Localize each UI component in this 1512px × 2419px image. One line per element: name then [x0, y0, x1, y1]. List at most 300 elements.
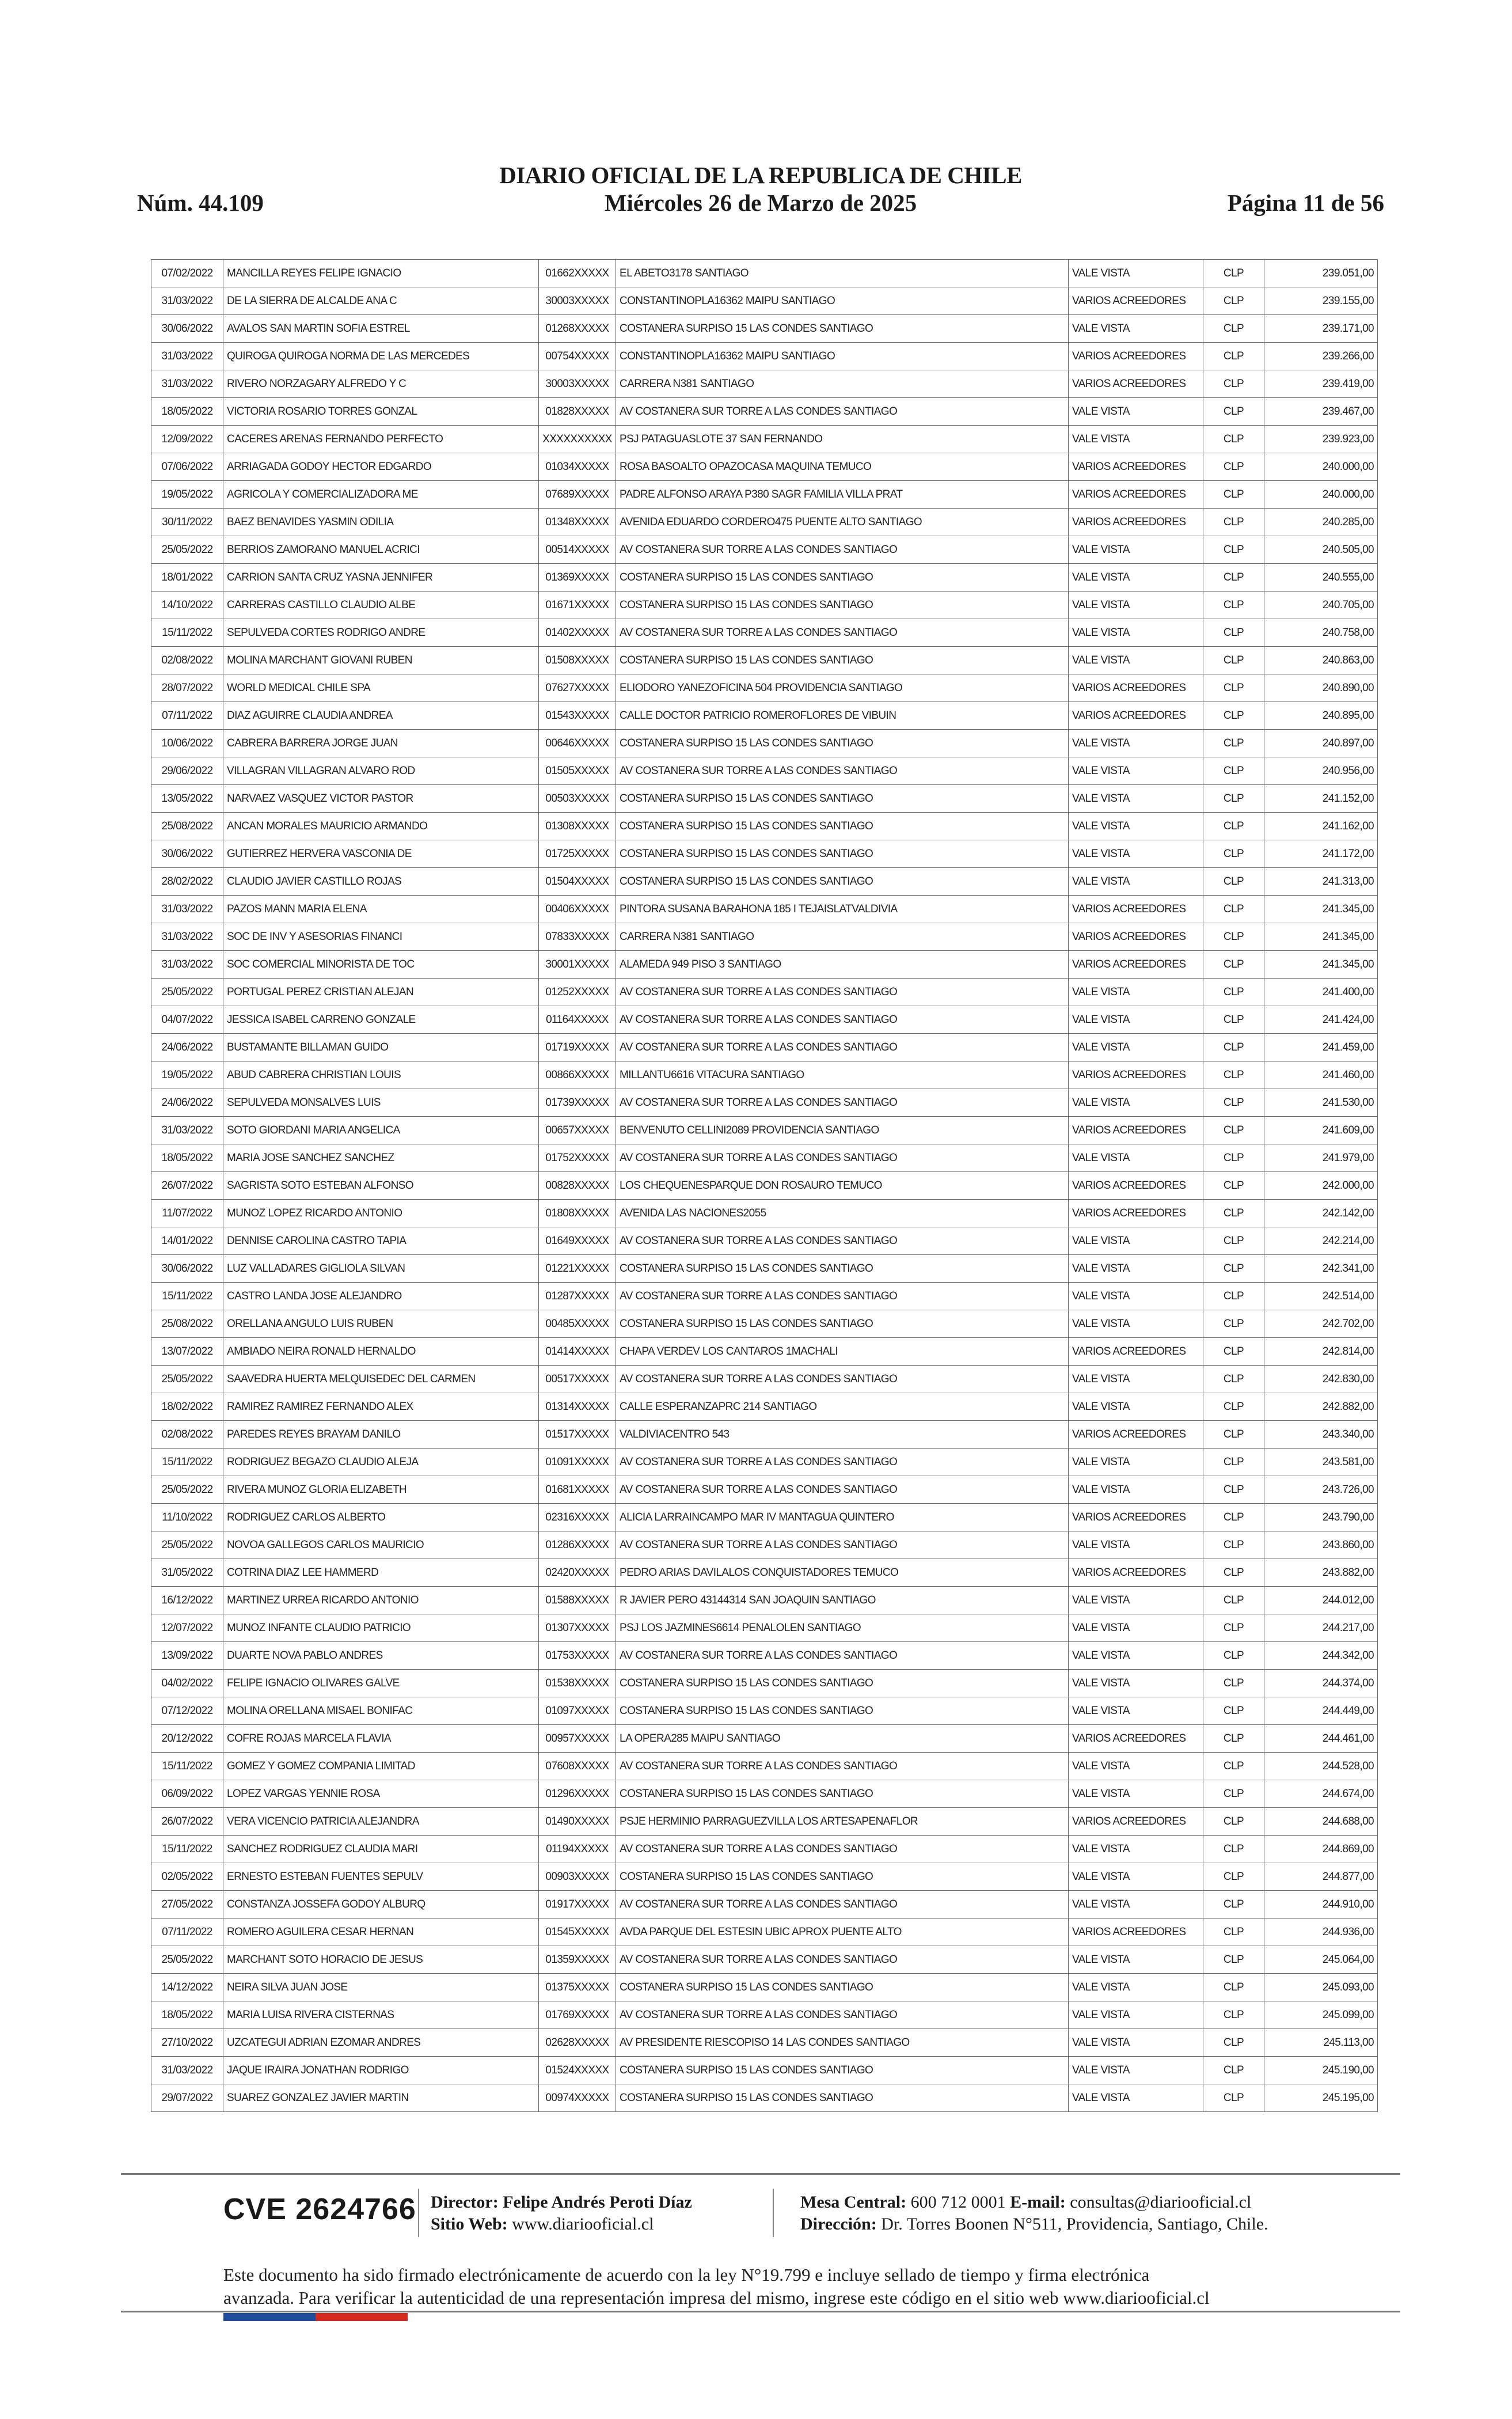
cell-amount: 240.890,00 [1264, 674, 1378, 702]
cell-rut: 00754XXXXX [539, 343, 616, 370]
cell-currency: CLP [1203, 315, 1264, 343]
cell-rut: 01649XXXXX [539, 1227, 616, 1255]
cell-address: ROSA BASOALTO OPAZOCASA MAQUINA TEMUCO [616, 453, 1069, 481]
cell-rut: 01681XXXXX [539, 1476, 616, 1504]
cell-rut: 00828XXXXX [539, 1172, 616, 1200]
cell-rut: 01517XXXXX [539, 1421, 616, 1449]
cell-payment-type: VARIOS ACREEDORES [1069, 509, 1203, 536]
cell-currency: CLP [1203, 343, 1264, 370]
cell-name: MANCILLA REYES FELIPE IGNACIO [223, 260, 539, 287]
cell-currency: CLP [1203, 1531, 1264, 1559]
cell-currency: CLP [1203, 1200, 1264, 1227]
cell-payment-type: VALE VISTA [1069, 1780, 1203, 1808]
cell-amount: 242.514,00 [1264, 1283, 1378, 1310]
cell-address: MILLANTU6616 VITACURA SANTIAGO [616, 1061, 1069, 1089]
cell-date: 15/11/2022 [151, 1449, 223, 1476]
table-row [151, 979, 1378, 1006]
cell-amount: 244.217,00 [1264, 1614, 1378, 1642]
table-row [151, 757, 1378, 785]
table-row [151, 1587, 1378, 1614]
cell-address: CONSTANTINOPLA16362 MAIPU SANTIAGO [616, 343, 1069, 370]
cell-name: COFRE ROJAS MARCELA FLAVIA [223, 1725, 539, 1753]
cell-date: 18/05/2022 [151, 1144, 223, 1172]
cell-date: 07/06/2022 [151, 453, 223, 481]
cell-name: SAGRISTA SOTO ESTEBAN ALFONSO [223, 1172, 539, 1200]
cell-amount: 245.190,00 [1264, 2057, 1378, 2084]
website-link[interactable]: www.diariooficial.cl [512, 2215, 654, 2234]
cell-payment-type: VALE VISTA [1069, 1587, 1203, 1614]
legal-notice [223, 2263, 1294, 2310]
cell-payment-type: VALE VISTA [1069, 1283, 1203, 1310]
cell-address: COSTANERA SURPISO 15 LAS CONDES SANTIAGO [616, 785, 1069, 813]
cell-rut: 01719XXXXX [539, 1034, 616, 1061]
table-row [151, 1310, 1378, 1338]
cell-amount: 244.528,00 [1264, 1753, 1378, 1780]
cell-currency: CLP [1203, 1476, 1264, 1504]
cell-payment-type: VALE VISTA [1069, 260, 1203, 287]
cell-name: SANCHEZ RODRIGUEZ CLAUDIA MARI [223, 1836, 539, 1863]
cell-name: MUNOZ INFANTE CLAUDIO PATRICIO [223, 1614, 539, 1642]
table-row [151, 260, 1378, 287]
cell-rut: 01268XXXXX [539, 315, 616, 343]
cell-address: COSTANERA SURPISO 15 LAS CONDES SANTIAGO [616, 1974, 1069, 2001]
cell-address: COSTANERA SURPISO 15 LAS CONDES SANTIAGO [616, 1310, 1069, 1338]
cell-amount: 243.790,00 [1264, 1504, 1378, 1531]
cell-date: 25/08/2022 [151, 1310, 223, 1338]
cell-rut: 01286XXXXX [539, 1531, 616, 1559]
table-row [151, 536, 1378, 564]
cell-date: 07/02/2022 [151, 260, 223, 287]
cell-rut: 01524XXXXX [539, 2057, 616, 2084]
cell-amount: 241.530,00 [1264, 1089, 1378, 1117]
records-table-container [151, 259, 1377, 2112]
table-row [151, 2084, 1378, 2112]
cell-amount: 245.099,00 [1264, 2001, 1378, 2029]
cell-name: SAAVEDRA HUERTA MELQUISEDEC DEL CARMEN [223, 1366, 539, 1393]
newspaper-title: DIARIO OFICIAL DE LA REPUBLICA DE CHILE [499, 162, 1022, 188]
cell-rut: 00514XXXXX [539, 536, 616, 564]
cell-name: CASTRO LANDA JOSE ALEJANDRO [223, 1283, 539, 1310]
table-row [151, 1227, 1378, 1255]
cell-currency: CLP [1203, 398, 1264, 426]
cell-currency: CLP [1203, 1283, 1264, 1310]
table-row [151, 1393, 1378, 1421]
cell-date: 18/02/2022 [151, 1393, 223, 1421]
cell-address: AVDA PARQUE DEL ESTESIN UBIC APROX PUENTE ALTO [616, 1918, 1069, 1946]
cell-address: CONSTANTINOPLA16362 MAIPU SANTIAGO [616, 287, 1069, 315]
table-row [151, 2029, 1378, 2057]
cell-payment-type: VALE VISTA [1069, 1449, 1203, 1476]
cell-name: COTRINA DIAZ LEE HAMMERD [223, 1559, 539, 1587]
cell-payment-type: VALE VISTA [1069, 1531, 1203, 1559]
cell-currency: CLP [1203, 536, 1264, 564]
cell-amount: 239.266,00 [1264, 343, 1378, 370]
table-row [151, 509, 1378, 536]
cell-address: R JAVIER PERO 43144314 SAN JOAQUIN SANTIAGO [616, 1587, 1069, 1614]
table-row [151, 647, 1378, 674]
table-row [151, 619, 1378, 647]
cell-name: ANCAN MORALES MAURICIO ARMANDO [223, 813, 539, 840]
cell-currency: CLP [1203, 1559, 1264, 1587]
cell-rut: 01752XXXXX [539, 1144, 616, 1172]
table-row [151, 1974, 1378, 2001]
cell-rut: 01221XXXXX [539, 1255, 616, 1283]
cell-date: 02/08/2022 [151, 1421, 223, 1449]
cell-payment-type: VALE VISTA [1069, 1946, 1203, 1974]
cell-date: 31/03/2022 [151, 343, 223, 370]
cell-name: ABUD CABRERA CHRISTIAN LOUIS [223, 1061, 539, 1089]
table-row [151, 343, 1378, 370]
cell-name: DE LA SIERRA DE ALCALDE ANA C [223, 287, 539, 315]
cell-currency: CLP [1203, 1725, 1264, 1753]
cell-rut: 01739XXXXX [539, 1089, 616, 1117]
cell-rut: XXXXXXXXXX [539, 426, 616, 453]
cell-rut: 30003XXXXX [539, 370, 616, 398]
cell-currency: CLP [1203, 592, 1264, 619]
table-row [151, 1946, 1378, 1974]
cell-name: BAEZ BENAVIDES YASMIN ODILIA [223, 509, 539, 536]
cell-date: 15/11/2022 [151, 619, 223, 647]
cell-rut: 01287XXXXX [539, 1283, 616, 1310]
table-row [151, 1725, 1378, 1753]
cell-address: AV PRESIDENTE RIESCOPISO 14 LAS CONDES SANTIAGO [616, 2029, 1069, 2057]
director-line [431, 2191, 692, 2213]
cell-payment-type: VALE VISTA [1069, 315, 1203, 343]
director-label: Director: [431, 2193, 499, 2212]
cell-name: JAQUE IRAIRA JONATHAN RODRIGO [223, 2057, 539, 2084]
cell-currency: CLP [1203, 1034, 1264, 1061]
cell-rut: 01505XXXXX [539, 757, 616, 785]
cell-payment-type: VARIOS ACREEDORES [1069, 1504, 1203, 1531]
director-name: Felipe Andrés Peroti Díaz [503, 2193, 692, 2212]
cell-address: AV COSTANERA SUR TORRE A LAS CONDES SANTIAGO [616, 1946, 1069, 1974]
cell-address: COSTANERA SURPISO 15 LAS CONDES SANTIAGO [616, 1697, 1069, 1725]
cell-name: MARIA JOSE SANCHEZ SANCHEZ [223, 1144, 539, 1172]
cell-amount: 241.609,00 [1264, 1117, 1378, 1144]
table-row [151, 1089, 1378, 1117]
cell-payment-type: VALE VISTA [1069, 647, 1203, 674]
table-row [151, 1753, 1378, 1780]
cell-payment-type: VARIOS ACREEDORES [1069, 702, 1203, 730]
cell-date: 30/11/2022 [151, 509, 223, 536]
cell-payment-type: VARIOS ACREEDORES [1069, 1808, 1203, 1836]
cell-address: AV COSTANERA SUR TORRE A LAS CONDES SANTIAGO [616, 1283, 1069, 1310]
cell-date: 13/05/2022 [151, 785, 223, 813]
cell-currency: CLP [1203, 702, 1264, 730]
cell-rut: 01307XXXXX [539, 1614, 616, 1642]
cell-date: 15/11/2022 [151, 1283, 223, 1310]
cell-address: PSJ LOS JAZMINES6614 PENALOLEN SANTIAGO [616, 1614, 1069, 1642]
cell-amount: 243.860,00 [1264, 1531, 1378, 1559]
table-row [151, 1559, 1378, 1587]
cell-payment-type: VALE VISTA [1069, 1366, 1203, 1393]
cell-date: 30/06/2022 [151, 315, 223, 343]
cell-rut: 01296XXXXX [539, 1780, 616, 1808]
cell-currency: CLP [1203, 1393, 1264, 1421]
table-row [151, 1697, 1378, 1725]
cell-date: 10/06/2022 [151, 730, 223, 757]
cell-amount: 239.051,00 [1264, 260, 1378, 287]
cell-amount: 242.702,00 [1264, 1310, 1378, 1338]
cell-address: ELIODORO YANEZOFICINA 504 PROVIDENCIA SANTIAGO [616, 674, 1069, 702]
cell-amount: 242.882,00 [1264, 1393, 1378, 1421]
cell-address: AV COSTANERA SUR TORRE A LAS CONDES SANTIAGO [616, 757, 1069, 785]
cell-amount: 240.000,00 [1264, 453, 1378, 481]
footer-divider-bottom [121, 2311, 1400, 2312]
cell-currency: CLP [1203, 426, 1264, 453]
cell-payment-type: VALE VISTA [1069, 2029, 1203, 2057]
cell-currency: CLP [1203, 370, 1264, 398]
cell-rut: 01545XXXXX [539, 1918, 616, 1946]
cell-amount: 245.113,00 [1264, 2029, 1378, 2057]
table-row [151, 1918, 1378, 1946]
cell-amount: 241.345,00 [1264, 951, 1378, 979]
cell-rut: 01034XXXXX [539, 453, 616, 481]
cell-address: AV COSTANERA SUR TORRE A LAS CONDES SANTIAGO [616, 1753, 1069, 1780]
website-line [431, 2213, 692, 2235]
cell-payment-type: VARIOS ACREEDORES [1069, 1918, 1203, 1946]
legal-notice-line: Este documento ha sido firmado electrónicamente de acuerdo con la ley N°19.799 e incluye sellado de tiempo y firma electrónica [223, 2265, 1150, 2285]
cell-payment-type: VALE VISTA [1069, 785, 1203, 813]
cell-address: ALAMEDA 949 PISO 3 SANTIAGO [616, 951, 1069, 979]
issue-number: Núm. 44.109 [137, 189, 264, 216]
cell-rut: 01508XXXXX [539, 647, 616, 674]
flag-blue-bar [223, 2313, 316, 2321]
cell-rut: 01538XXXXX [539, 1670, 616, 1697]
flag-red-bar [316, 2313, 408, 2321]
cell-payment-type: VALE VISTA [1069, 868, 1203, 896]
cell-date: 26/07/2022 [151, 1172, 223, 1200]
cell-payment-type: VALE VISTA [1069, 1310, 1203, 1338]
cell-currency: CLP [1203, 481, 1264, 509]
cell-currency: CLP [1203, 896, 1264, 923]
cell-rut: 01348XXXXX [539, 509, 616, 536]
cell-amount: 244.688,00 [1264, 1808, 1378, 1836]
cell-amount: 244.374,00 [1264, 1670, 1378, 1697]
table-row [151, 1144, 1378, 1172]
cell-rut: 30001XXXXX [539, 951, 616, 979]
cell-amount: 243.340,00 [1264, 1421, 1378, 1449]
cell-date: 28/07/2022 [151, 674, 223, 702]
cell-amount: 239.419,00 [1264, 370, 1378, 398]
cell-payment-type: VALE VISTA [1069, 1089, 1203, 1117]
table-row [151, 1338, 1378, 1366]
cell-address: AV COSTANERA SUR TORRE A LAS CONDES SANTIAGO [616, 1034, 1069, 1061]
cell-name: MARCHANT SOTO HORACIO DE JESUS [223, 1946, 539, 1974]
cell-address: AV COSTANERA SUR TORRE A LAS CONDES SANTIAGO [616, 619, 1069, 647]
cell-amount: 241.424,00 [1264, 1006, 1378, 1034]
cell-rut: 01769XXXXX [539, 2001, 616, 2029]
page-header [137, 161, 1384, 219]
cell-address: AV COSTANERA SUR TORRE A LAS CONDES SANTIAGO [616, 1144, 1069, 1172]
table-row [151, 287, 1378, 315]
cell-payment-type: VALE VISTA [1069, 1642, 1203, 1670]
table-row [151, 453, 1378, 481]
cell-address: BENVENUTO CELLINI2089 PROVIDENCIA SANTIAGO [616, 1117, 1069, 1144]
cell-rut: 01369XXXXX [539, 564, 616, 592]
cell-amount: 241.979,00 [1264, 1144, 1378, 1172]
cell-currency: CLP [1203, 647, 1264, 674]
cell-currency: CLP [1203, 453, 1264, 481]
cell-address: COSTANERA SURPISO 15 LAS CONDES SANTIAGO [616, 1255, 1069, 1283]
cell-address: VALDIVIACENTRO 543 [616, 1421, 1069, 1449]
cell-payment-type: VARIOS ACREEDORES [1069, 1421, 1203, 1449]
cell-payment-type: VALE VISTA [1069, 1006, 1203, 1034]
cell-payment-type: VALE VISTA [1069, 813, 1203, 840]
cell-rut: 00517XXXXX [539, 1366, 616, 1393]
cell-date: 07/12/2022 [151, 1697, 223, 1725]
cell-currency: CLP [1203, 2001, 1264, 2029]
cell-date: 30/06/2022 [151, 1255, 223, 1283]
cell-payment-type: VARIOS ACREEDORES [1069, 481, 1203, 509]
cell-address: AV COSTANERA SUR TORRE A LAS CONDES SANTIAGO [616, 2001, 1069, 2029]
cell-rut: 00646XXXXX [539, 730, 616, 757]
cell-rut: 07627XXXXX [539, 674, 616, 702]
cell-currency: CLP [1203, 674, 1264, 702]
cell-date: 24/06/2022 [151, 1034, 223, 1061]
cell-address: PINTORA SUSANA BARAHONA 185 I TEJAISLATVALDIVIA [616, 896, 1069, 923]
table-row [151, 1531, 1378, 1559]
cell-amount: 240.897,00 [1264, 730, 1378, 757]
cell-currency: CLP [1203, 1117, 1264, 1144]
table-row [151, 564, 1378, 592]
cell-address: LA OPERA285 MAIPU SANTIAGO [616, 1725, 1069, 1753]
cell-payment-type: VALE VISTA [1069, 1227, 1203, 1255]
cell-date: 04/07/2022 [151, 1006, 223, 1034]
cell-amount: 241.460,00 [1264, 1061, 1378, 1089]
cell-date: 13/09/2022 [151, 1642, 223, 1670]
cell-amount: 245.093,00 [1264, 1974, 1378, 2001]
cell-currency: CLP [1203, 260, 1264, 287]
cell-name: MARIA LUISA RIVERA CISTERNAS [223, 2001, 539, 2029]
table-row [151, 785, 1378, 813]
cell-currency: CLP [1203, 1891, 1264, 1918]
cell-rut: 01808XXXXX [539, 1200, 616, 1227]
phone-label: Mesa Central: [800, 2193, 907, 2212]
cell-name: JESSICA ISABEL CARRENO GONZALE [223, 1006, 539, 1034]
cell-amount: 239.923,00 [1264, 426, 1378, 453]
cell-rut: 01194XXXXX [539, 1836, 616, 1863]
footer-separator [773, 2189, 774, 2237]
cell-payment-type: VALE VISTA [1069, 757, 1203, 785]
cell-rut: 01164XXXXX [539, 1006, 616, 1034]
cell-name: GUTIERREZ HERVERA VASCONIA DE [223, 840, 539, 868]
cell-rut: 01097XXXXX [539, 1697, 616, 1725]
cell-date: 25/05/2022 [151, 1366, 223, 1393]
cell-name: NEIRA SILVA JUAN JOSE [223, 1974, 539, 2001]
cell-name: DIAZ AGUIRRE CLAUDIA ANDREA [223, 702, 539, 730]
cell-payment-type: VARIOS ACREEDORES [1069, 287, 1203, 315]
cell-address: COSTANERA SURPISO 15 LAS CONDES SANTIAGO [616, 647, 1069, 674]
cell-rut: 01402XXXXX [539, 619, 616, 647]
table-row [151, 1366, 1378, 1393]
cell-rut: 00406XXXXX [539, 896, 616, 923]
cell-date: 13/07/2022 [151, 1338, 223, 1366]
address-value: Dr. Torres Boonen N°511, Providencia, Santiago, Chile. [881, 2215, 1268, 2234]
cell-address: CARRERA N381 SANTIAGO [616, 370, 1069, 398]
cell-name: DENNISE CAROLINA CASTRO TAPIA [223, 1227, 539, 1255]
cell-name: RAMIREZ RAMIREZ FERNANDO ALEX [223, 1393, 539, 1421]
cell-payment-type: VALE VISTA [1069, 1753, 1203, 1780]
cell-address: COSTANERA SURPISO 15 LAS CONDES SANTIAGO [616, 315, 1069, 343]
cell-name: LUZ VALLADARES GIGLIOLA SILVAN [223, 1255, 539, 1283]
cell-currency: CLP [1203, 564, 1264, 592]
cell-address: COSTANERA SURPISO 15 LAS CONDES SANTIAGO [616, 840, 1069, 868]
cell-date: 29/06/2022 [151, 757, 223, 785]
cell-date: 07/11/2022 [151, 1918, 223, 1946]
table-row [151, 1836, 1378, 1863]
cell-payment-type: VALE VISTA [1069, 840, 1203, 868]
cell-amount: 241.152,00 [1264, 785, 1378, 813]
cell-currency: CLP [1203, 1753, 1264, 1780]
cell-name: RODRIGUEZ BEGAZO CLAUDIO ALEJA [223, 1449, 539, 1476]
table-row [151, 813, 1378, 840]
cell-address: AV COSTANERA SUR TORRE A LAS CONDES SANTIAGO [616, 398, 1069, 426]
cell-payment-type: VARIOS ACREEDORES [1069, 1117, 1203, 1144]
cell-date: 31/03/2022 [151, 2057, 223, 2084]
cell-payment-type: VALE VISTA [1069, 1974, 1203, 2001]
cell-address: AV COSTANERA SUR TORRE A LAS CONDES SANTIAGO [616, 1642, 1069, 1670]
cell-date: 27/05/2022 [151, 1891, 223, 1918]
cell-payment-type: VARIOS ACREEDORES [1069, 951, 1203, 979]
cell-rut: 30003XXXXX [539, 287, 616, 315]
cell-currency: CLP [1203, 1808, 1264, 1836]
cell-address: AV COSTANERA SUR TORRE A LAS CONDES SANTIAGO [616, 1227, 1069, 1255]
cell-address: AV COSTANERA SUR TORRE A LAS CONDES SANTIAGO [616, 1006, 1069, 1034]
cell-name: CARRION SANTA CRUZ YASNA JENNIFER [223, 564, 539, 592]
cell-name: RODRIGUEZ CARLOS ALBERTO [223, 1504, 539, 1531]
table-row [151, 923, 1378, 951]
cell-amount: 241.172,00 [1264, 840, 1378, 868]
cell-rut: 01359XXXXX [539, 1946, 616, 1974]
cell-amount: 241.345,00 [1264, 896, 1378, 923]
cell-rut: 01091XXXXX [539, 1449, 616, 1476]
footer-divider-top [121, 2173, 1400, 2175]
table-row [151, 1780, 1378, 1808]
cell-rut: 01917XXXXX [539, 1891, 616, 1918]
cell-amount: 241.162,00 [1264, 813, 1378, 840]
cell-name: QUIROGA QUIROGA NORMA DE LAS MERCEDES [223, 343, 539, 370]
cell-currency: CLP [1203, 1089, 1264, 1117]
cell-date: 31/03/2022 [151, 370, 223, 398]
cell-amount: 240.285,00 [1264, 509, 1378, 536]
cell-name: ERNESTO ESTEBAN FUENTES SEPULV [223, 1863, 539, 1891]
cell-amount: 239.171,00 [1264, 315, 1378, 343]
cell-date: 19/05/2022 [151, 1061, 223, 1089]
cell-amount: 241.400,00 [1264, 979, 1378, 1006]
cell-currency: CLP [1203, 1780, 1264, 1808]
cell-amount: 241.313,00 [1264, 868, 1378, 896]
cell-date: 18/05/2022 [151, 398, 223, 426]
cell-date: 24/06/2022 [151, 1089, 223, 1117]
cell-amount: 242.830,00 [1264, 1366, 1378, 1393]
cell-name: RIVERO NORZAGARY ALFREDO Y C [223, 370, 539, 398]
footer-separator [418, 2189, 419, 2237]
cell-rut: 02628XXXXX [539, 2029, 616, 2057]
cell-amount: 240.505,00 [1264, 536, 1378, 564]
cell-payment-type: VALE VISTA [1069, 1836, 1203, 1863]
email-link[interactable]: consultas@diariooficial.cl [1070, 2193, 1252, 2212]
table-row [151, 1117, 1378, 1144]
cell-payment-type: VALE VISTA [1069, 1034, 1203, 1061]
cell-currency: CLP [1203, 951, 1264, 979]
cell-name: PAZOS MANN MARIA ELENA [223, 896, 539, 923]
cell-rut: 00657XXXXX [539, 1117, 616, 1144]
cell-date: 25/05/2022 [151, 1476, 223, 1504]
cell-payment-type: VALE VISTA [1069, 398, 1203, 426]
cell-currency: CLP [1203, 1144, 1264, 1172]
cell-currency: CLP [1203, 1697, 1264, 1725]
